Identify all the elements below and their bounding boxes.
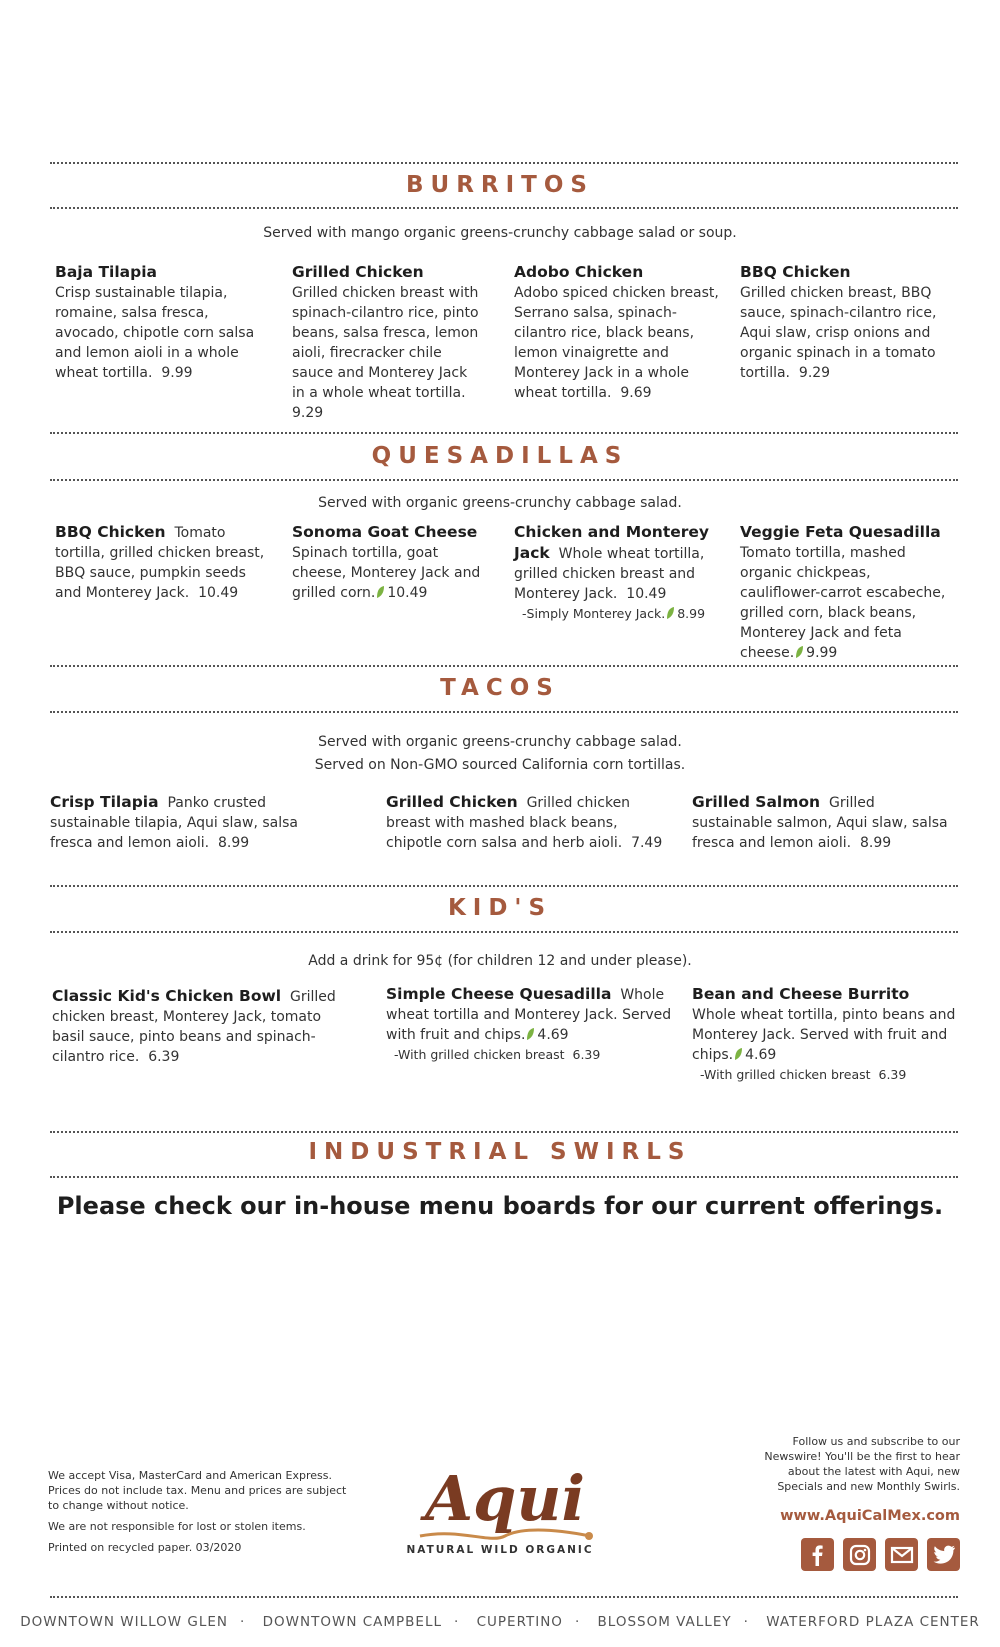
item-price: 7.49 (631, 835, 663, 851)
item-desc: Grilled chicken breast, BBQ sauce, spinach-cilantro rice, Aqui slaw, crisp onions and organic spinach in a tomato tortilla. (740, 285, 937, 381)
item-name: Crisp Tilapia (50, 793, 159, 811)
item-price: 9.99 (806, 645, 838, 661)
facebook-icon[interactable] (801, 1538, 834, 1571)
divider (50, 162, 958, 164)
item-name: Grilled Chicken (292, 263, 424, 281)
divider (50, 1131, 958, 1133)
item-price: 9.99 (161, 365, 193, 381)
divider (50, 885, 958, 887)
item-name: BBQ Chicken (740, 263, 851, 281)
section-title-quesadillas: QUESADILLAS (371, 443, 629, 469)
section-title-burritos: BURRITOS (406, 172, 594, 198)
item-price: 9.29 (292, 405, 324, 421)
divider (50, 1596, 958, 1598)
menu-item (386, 792, 666, 853)
divider (50, 1176, 958, 1178)
menu-item (50, 792, 340, 853)
menu-item (55, 262, 275, 383)
item-desc: Spinach tortilla, goat cheese, Monterey Jack and grilled corn. (292, 545, 481, 601)
payment-note: We accept Visa, MasterCard and American Express. Prices do not include tax. Menu and prices are subject to change without notice. (48, 1469, 347, 1512)
item-variant: -With grilled chicken breast 6.39 (700, 1067, 907, 1082)
item-price: 10.49 (626, 586, 667, 602)
item-desc: Grilled sustainable salmon, Aqui slaw, salsa fresca and lemon aioli. (692, 795, 948, 851)
menu-item (692, 984, 962, 1085)
item-price: 10.49 (387, 585, 428, 601)
tacos-intro: Served with organic greens-crunchy cabbage salad. (318, 734, 682, 750)
item-name: Chicken and Monterey Jack (514, 523, 710, 562)
fine-print (48, 1468, 348, 1561)
item-name: Veggie Feta Quesadilla (740, 523, 941, 541)
divider (50, 479, 958, 481)
item-price: 9.29 (798, 365, 831, 381)
item-desc: Grilled chicken breast with spinach-cilantro rice, pinto beans, salsa fresca, lemon aioli, firecracker chile sauce and Monterey Jack in a whole wheat tortilla. (292, 285, 479, 401)
location: BLOSSOM VALLEY (597, 1614, 732, 1630)
location: WATERFORD PLAZA CENTER (766, 1614, 980, 1630)
item-desc: Grilled chicken breast, Monterey Jack, tomato basil sauce, pinto beans and spinach-cilantro rice. (52, 989, 336, 1065)
item-price: 4.69 (537, 1027, 569, 1043)
vegetarian-leaf-icon (795, 645, 804, 659)
item-name: BBQ Chicken (55, 523, 166, 541)
divider (50, 931, 958, 933)
menu-item (740, 522, 955, 663)
vegetarian-leaf-icon (666, 606, 675, 620)
menu-item (55, 522, 270, 603)
locations-list: DOWNTOWN WILLOW GLEN · DOWNTOWN CAMPBELL · CUPERTINO · BLOSSOM VALLEY · WATERFORD PLAZA CENTER (20, 1614, 980, 1630)
website-link[interactable]: www.AquiCalMex.com (780, 1508, 960, 1524)
swirls-notice: Please check our in-house menu boards for our current offerings. (56, 1192, 944, 1220)
liability-note: We are not responsible for lost or stolen items. (48, 1520, 306, 1533)
item-name: Grilled Salmon (692, 793, 821, 811)
vegetarian-leaf-icon (734, 1047, 743, 1061)
quesadillas-intro: Served with organic greens-crunchy cabbage salad. (318, 495, 682, 511)
logo-tagline: NATURAL WILD ORGANIC (406, 1544, 594, 1556)
kids-intro: Add a drink for 95¢ (for children 12 and under please). (308, 953, 692, 969)
menu-item (292, 262, 482, 423)
vegetarian-leaf-icon (376, 585, 385, 599)
menu-item (514, 262, 719, 403)
divider (50, 207, 958, 209)
item-desc: Whole wheat tortilla, pinto beans and Monterey Jack. Served with fruit and chips. (692, 1007, 956, 1063)
item-desc: Whole wheat tortilla and Monterey Jack. Served with fruit and chips. (386, 987, 672, 1043)
item-price: 8.99 (860, 835, 892, 851)
menu-item (292, 522, 492, 603)
item-name: Bean and Cheese Burrito (692, 985, 910, 1003)
section-title-kids: KID'S (447, 895, 553, 921)
divider (50, 432, 958, 434)
menu-item (740, 262, 940, 383)
item-desc: Tomato tortilla, grilled chicken breast, BBQ sauce, pumpkin seeds and Monterey Jack. (55, 525, 265, 601)
item-name: Grilled Chicken (386, 793, 518, 811)
item-desc: Whole wheat tortilla, grilled chicken breast and Monterey Jack. (514, 546, 705, 602)
item-name: Classic Kid's Chicken Bowl (52, 987, 282, 1005)
item-desc: Grilled chicken breast with mashed black beans, chipotle corn salsa and herb aioli. (386, 795, 631, 851)
section-title-swirls: INDUSTRIAL SWIRLS (308, 1139, 692, 1165)
location: DOWNTOWN WILLOW GLEN (20, 1614, 229, 1630)
divider (50, 665, 958, 667)
item-price: 10.49 (198, 585, 239, 601)
location: CUPERTINO (476, 1614, 563, 1630)
item-price: 9.69 (620, 385, 652, 401)
instagram-icon[interactable] (843, 1538, 876, 1571)
item-name: Sonoma Goat Cheese (292, 523, 478, 541)
item-price: 8.99 (218, 835, 250, 851)
item-desc: Crisp sustainable tilapia, romaine, salsa fresca, avocado, chipotle corn salsa and lemon aioli in a whole wheat tortilla. (55, 285, 255, 381)
item-desc: Adobo spiced chicken breast, Serrano salsa, spinach-cilantro rice, black beans, lemon vinaigrette and Monterey Jack in a whole wheat tortilla. (514, 285, 719, 401)
item-desc: Tomato tortilla, mashed organic chickpeas, cauliflower-carrot escabeche, grilled corn, black beans, Monterey Jack and feta cheese. (740, 545, 946, 661)
menu-item (692, 792, 957, 853)
menu-item (52, 986, 342, 1067)
menu-item (514, 522, 719, 624)
section-title-tacos: TACOS (440, 675, 560, 701)
item-name: Baja Tilapia (55, 263, 157, 281)
location: DOWNTOWN CAMPBELL (262, 1614, 443, 1630)
divider (50, 711, 958, 713)
tacos-intro-tortillas: Served on Non-GMO sourced California corn tortillas. (314, 757, 686, 773)
menu-item (386, 984, 676, 1065)
aqui-logo (410, 1448, 600, 1548)
item-variant: -Simply Monterey Jack. 8.99 (522, 606, 706, 621)
item-name: Adobo Chicken (514, 263, 644, 281)
print-note: Printed on recycled paper. 03/2020 (48, 1541, 242, 1554)
item-price: 6.39 (148, 1049, 180, 1065)
email-icon[interactable] (885, 1538, 918, 1571)
twitter-icon[interactable] (927, 1538, 960, 1571)
item-desc: Panko crusted sustainable tilapia, Aqui slaw, salsa fresca and lemon aioli. (50, 795, 298, 851)
svg-text:Aqui: Aqui (424, 1462, 586, 1535)
burritos-intro: Served with mango organic greens-crunchy cabbage salad or soup. (263, 225, 737, 241)
item-variant: -With grilled chicken breast 6.39 (394, 1047, 601, 1062)
newsletter-note: Follow us and subscribe to our Newswire! You'll be the first to hear about the latest with Aqui, new Specials and new Monthly Swirls. (764, 1435, 960, 1493)
social-links (801, 1538, 960, 1571)
item-price: 4.69 (745, 1047, 777, 1063)
item-name: Simple Cheese Quesadilla (386, 985, 612, 1003)
vegetarian-leaf-icon (526, 1027, 535, 1041)
